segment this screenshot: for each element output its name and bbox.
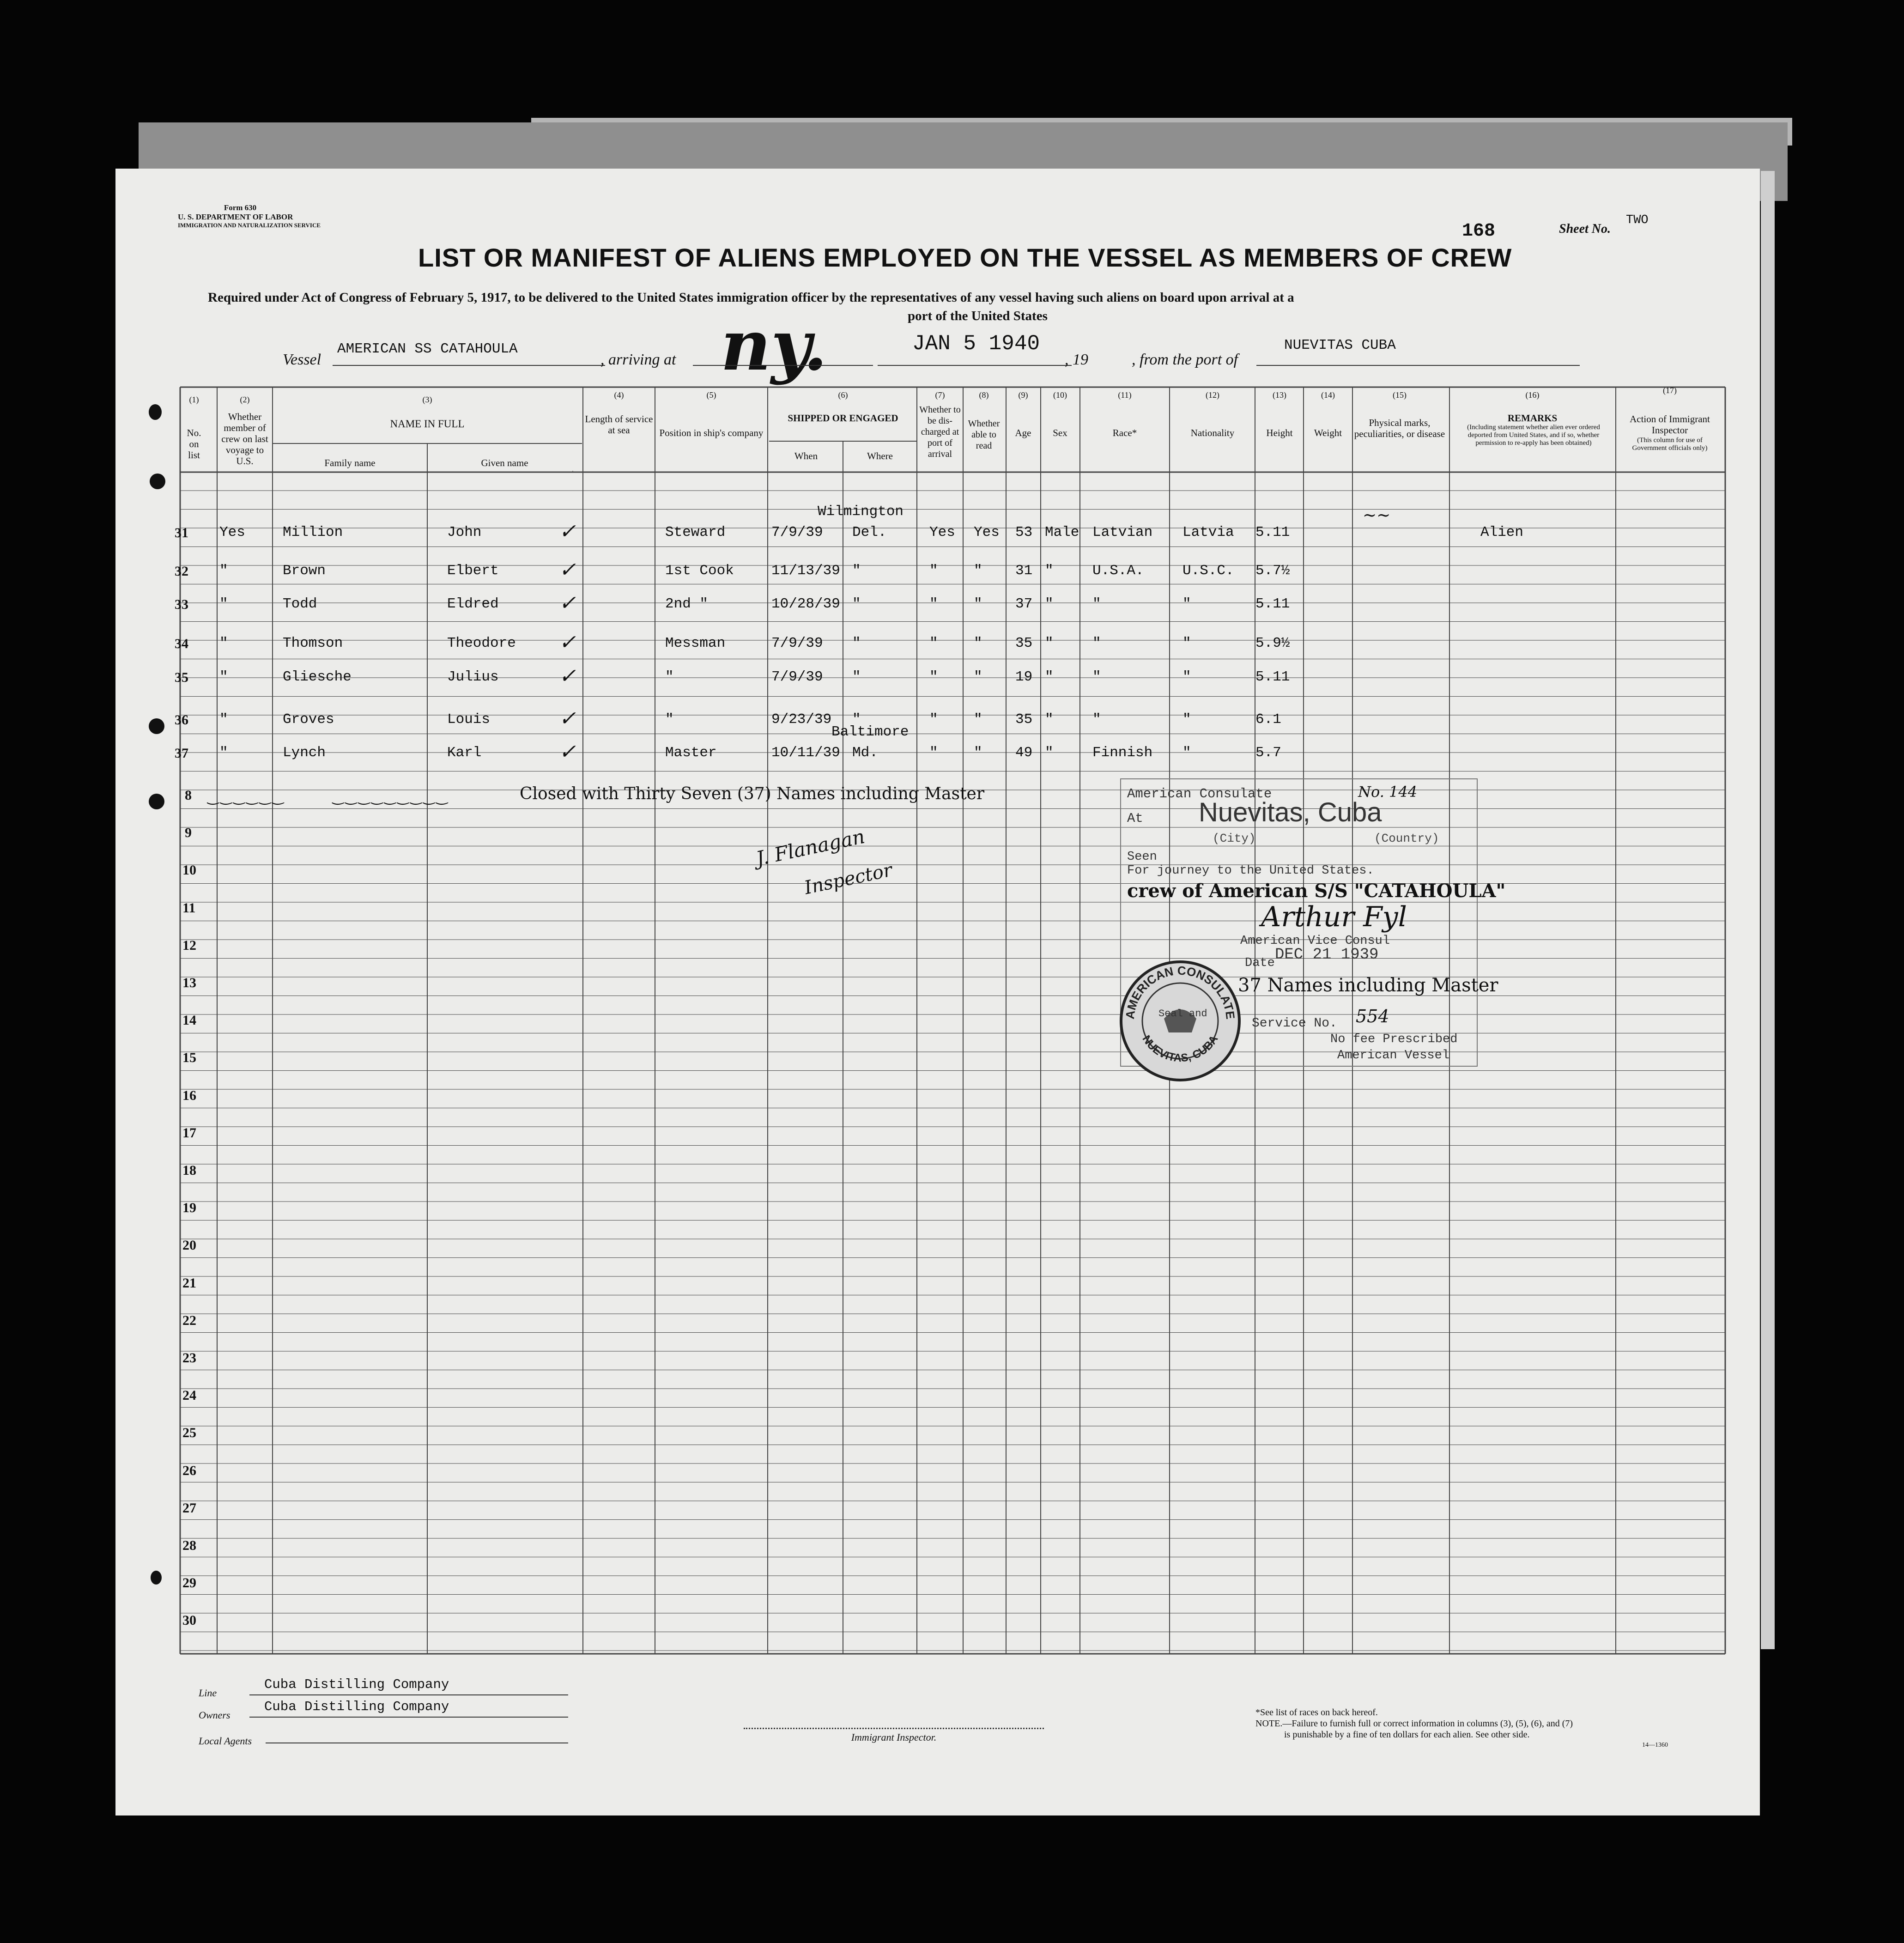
col-header-race: Race* <box>1112 427 1137 438</box>
crew-position: Master <box>665 745 717 761</box>
crew-position: 1st Cook <box>665 563 734 579</box>
crew-member: " <box>219 563 228 579</box>
crew-sex: " <box>1045 596 1054 612</box>
empty-row-number: 18 <box>182 1163 196 1178</box>
department: U. S. DEPARTMENT OF LABOR <box>178 213 293 221</box>
crew-height: 5.11 <box>1255 596 1290 612</box>
row-number: 35 <box>175 670 188 685</box>
crew-family: Lynch <box>283 745 326 761</box>
service-label: Service No. <box>1252 1016 1337 1031</box>
empty-row-number: 12 <box>182 937 196 953</box>
crew-where: Md. <box>852 745 878 761</box>
col-15-number: (15) <box>1393 390 1407 400</box>
seal-inner-text: Seal and <box>1158 1008 1207 1020</box>
crew-member: " <box>219 635 228 651</box>
crew-discharged: " <box>929 745 938 761</box>
checkmark-icon: ✓ <box>559 740 576 764</box>
crew-race: " <box>1092 711 1101 728</box>
empty-row-number: 23 <box>182 1350 196 1366</box>
crew-nationality: U.S.C. <box>1182 563 1234 579</box>
col-header-member: Whether member of crew on last voyage to U.S. <box>221 411 268 467</box>
crew-sex: Male <box>1045 524 1079 540</box>
crew-family: Groves <box>283 711 334 728</box>
col-14-number: (14) <box>1321 390 1335 400</box>
row-number: 33 <box>175 597 188 612</box>
crew-where-top: Wilmington <box>818 504 904 520</box>
empty-row-number: 30 <box>182 1613 196 1628</box>
empty-row-number: 24 <box>182 1388 196 1403</box>
crew-family: Brown <box>283 563 326 579</box>
crew-sex: " <box>1045 635 1054 651</box>
owners-label: Owners <box>199 1709 230 1721</box>
crew-read: " <box>974 711 982 728</box>
empty-row-number: 10 <box>182 862 196 878</box>
crew-discharged: " <box>929 563 938 579</box>
crew-read: " <box>974 596 982 612</box>
no-fee: No fee Prescribed <box>1330 1032 1458 1046</box>
crew-family: Todd <box>283 596 317 612</box>
american-vessel: American Vessel <box>1337 1049 1450 1063</box>
crew-member: " <box>219 669 228 685</box>
crew-when: 11/13/39 <box>771 563 840 579</box>
crew-position: " <box>665 711 674 728</box>
empty-row-number: 15 <box>182 1050 196 1066</box>
crew-family: Thomson <box>283 635 343 651</box>
empty-row-number: 9 <box>185 825 192 841</box>
date-label: Date <box>1245 956 1275 970</box>
crew-height: 6.1 <box>1255 711 1281 728</box>
crew-race: " <box>1092 596 1101 612</box>
col-header-height: Height <box>1266 427 1293 438</box>
row-number: 36 <box>175 712 188 728</box>
col-header-discharged: Whether to be dis-charged at port of arrival <box>919 405 961 459</box>
col-6-number: (6) <box>838 390 848 400</box>
crew-read: " <box>974 669 982 685</box>
col-4-number: (4) <box>614 390 624 400</box>
empty-row-number: 29 <box>182 1575 196 1591</box>
crew-sex: " <box>1045 563 1054 579</box>
checkmark-icon: ✓ <box>559 520 576 543</box>
row-number: 32 <box>175 564 188 579</box>
form-code: 14—1360 <box>1642 1742 1668 1749</box>
consulate-date: DEC 21 1939 <box>1275 946 1379 964</box>
form-number: Form 630 <box>224 203 257 212</box>
consulate-seen: Seen <box>1127 850 1157 864</box>
crew-when: 7/9/39 <box>771 669 823 685</box>
line-value: Cuba Distilling Company <box>264 1677 449 1692</box>
crew-race: Finnish <box>1092 745 1153 761</box>
empty-row-number: 28 <box>182 1538 196 1553</box>
consulate-number: No. 144 <box>1358 783 1418 801</box>
checkmark-icon: ✓ <box>559 664 576 688</box>
crew-read: Yes <box>974 524 1000 540</box>
col-16-number: (16) <box>1525 390 1540 400</box>
crew-where: Del. <box>852 524 887 540</box>
crew-where: " <box>852 635 861 651</box>
empty-row-number: 11 <box>182 900 196 916</box>
owners-rule <box>249 1717 568 1718</box>
seal-bottom-text: NUEVITAS, CUBA <box>1140 1033 1221 1065</box>
service: IMMIGRATION AND NATURALIZATION SERVICE <box>178 222 321 229</box>
crew-read: " <box>974 745 982 761</box>
col-header-able-to-read: Whether able to read <box>968 419 1000 451</box>
crew-when: 7/9/39 <box>771 524 823 540</box>
ditto-marks: ‿‿‿‿‿‿ ‿‿‿‿‿‿‿‿‿ <box>208 789 450 805</box>
crew-age: 53 <box>1015 524 1033 540</box>
crew-given: Eldred <box>447 596 499 612</box>
crew-when: 10/28/39 <box>771 596 840 612</box>
col-header-when: When <box>794 450 818 461</box>
crew-where: " <box>852 563 861 579</box>
crew-age: 31 <box>1015 563 1033 579</box>
crew-position: Messman <box>665 635 726 651</box>
crew-member: " <box>219 711 228 728</box>
consulate-journey: For journey to the United States. <box>1127 864 1374 878</box>
row-number: 37 <box>175 746 188 761</box>
col-header-family-name: Family name <box>324 457 376 468</box>
crew-discharged: " <box>929 596 938 612</box>
crew-race: Latvian <box>1092 524 1153 540</box>
crew-sex: " <box>1045 711 1054 728</box>
col-header-shipped-or-engaged: SHIPPED OR ENGAGED <box>788 413 898 424</box>
crew-nationality: " <box>1182 711 1191 728</box>
page-title: LIST OR MANIFEST OF ALIENS EMPLOYED ON THE VESSEL AS MEMBERS OF CREW <box>418 243 1512 272</box>
city-caption: (City) <box>1213 832 1256 845</box>
crew-height: 5.11 <box>1255 524 1290 540</box>
line-rule <box>249 1694 568 1695</box>
sheet-label: Sheet No. <box>1559 222 1611 236</box>
crew-where: " <box>852 596 861 612</box>
col-header-nationality: Nationality <box>1190 427 1235 438</box>
crew-member: Yes <box>219 524 245 540</box>
crew-discharged: Yes <box>929 524 955 540</box>
empty-row-number: 8 <box>185 788 192 803</box>
crew-where: " <box>852 669 861 685</box>
consulate-city: Nuevitas, Cuba <box>1199 797 1382 827</box>
checkmark-icon: ✓ <box>559 631 576 654</box>
col-3-number: (3) <box>422 395 432 404</box>
arrival-date-stamp: JAN 5 1940 <box>912 332 1040 356</box>
penalty-note-2: is punishable by a fine of ten dollars for each alien. See other side. <box>1284 1730 1530 1740</box>
service-number: 554 <box>1356 1006 1389 1026</box>
checkmark-icon: ✓ <box>559 558 576 582</box>
empty-row-number: 13 <box>182 975 196 990</box>
col-header-name-in-full: NAME IN FULL <box>390 418 465 430</box>
crew-race: " <box>1092 669 1101 685</box>
row-number: 31 <box>175 525 188 540</box>
from-port: NUEVITAS CUBA <box>1284 337 1396 353</box>
inspector-signature: J. Flanagan <box>754 825 867 870</box>
col-12-number: (12) <box>1206 390 1219 400</box>
crew-discharged: " <box>929 635 938 651</box>
closing-note: Closed with Thirty Seven (37) Names including Master <box>520 784 985 803</box>
col-header-weight: Weight <box>1314 427 1342 438</box>
crew-position: " <box>665 669 674 685</box>
penalty-note-1: NOTE.—Failure to furnish full or correct information in columns (3), (5), (6), and (7) <box>1255 1718 1573 1729</box>
crew-age: 49 <box>1015 745 1033 761</box>
consulate-seal <box>1118 959 1243 1083</box>
crew-position: Steward <box>665 524 726 540</box>
col-header-where: Where <box>867 450 893 461</box>
empty-row-number: 14 <box>182 1013 196 1028</box>
empty-row-number: 21 <box>182 1275 196 1291</box>
crew-given: Louis <box>447 711 491 728</box>
crew-where-top: Baltimore <box>831 724 909 740</box>
crew-race: " <box>1092 635 1101 651</box>
crew-height: 5.7 <box>1255 745 1281 761</box>
seal-ring-text: AMERICAN CONSULATE <box>1122 963 1238 1020</box>
consulate-names-count: 37 Names including Master <box>1238 975 1498 996</box>
col-11-number: (11) <box>1118 390 1132 400</box>
crew-member: " <box>219 745 228 761</box>
crew-where: " <box>852 711 861 728</box>
col-1-number: (1) <box>189 395 199 404</box>
col-10-number: (10) <box>1053 390 1067 400</box>
crew-sex: " <box>1045 745 1054 761</box>
arrival-port-handwritten: ny. <box>721 305 828 386</box>
physical-marks-scrawl: ~~ <box>1363 506 1391 525</box>
empty-row-number: 25 <box>182 1425 196 1441</box>
crew-member: " <box>219 596 228 612</box>
crew-age: 19 <box>1015 669 1033 685</box>
crew-age: 37 <box>1015 596 1033 612</box>
inspector-signature-line <box>744 1728 1044 1729</box>
empty-row-number: 27 <box>182 1500 196 1516</box>
empty-row-number: 26 <box>182 1463 196 1478</box>
crew-given: Elbert <box>447 563 499 579</box>
crew-given: Theodore <box>447 635 516 651</box>
crew-family: Million <box>283 524 343 540</box>
consulate-crew-of: crew of American S/S "CATAHOULA" <box>1127 880 1506 902</box>
crew-age: 35 <box>1015 711 1033 728</box>
crew-nationality: " <box>1182 596 1191 612</box>
crew-remarks: Alien <box>1480 524 1524 540</box>
row-number: 34 <box>175 636 188 651</box>
subtitle: Required under Act of Congress of February 5, 1917, to be delivered to the United States immigration officer by the representatives of any vessel having such aliens on board upon arrival at a <box>208 290 1294 305</box>
checkmark-icon: ✓ <box>559 591 576 615</box>
crew-height: 5.7½ <box>1255 563 1290 579</box>
owners-value: Cuba Distilling Company <box>264 1699 449 1714</box>
col-8-number: (8) <box>979 390 989 400</box>
col-header-given-name: Given name <box>481 457 528 468</box>
inspector-title: Inspector <box>802 859 894 899</box>
immigrant-inspector-label: Immigrant Inspector. <box>851 1731 937 1743</box>
col-7-number: (7) <box>935 390 945 400</box>
crew-nationality: " <box>1182 635 1191 651</box>
consulate-at-label: At <box>1127 811 1143 826</box>
col-header-sex: Sex <box>1053 427 1067 438</box>
consul-signature: Arthur Fyl <box>1261 901 1407 933</box>
empty-row-number: 19 <box>182 1200 196 1216</box>
col-13-number: (13) <box>1273 390 1286 400</box>
checkmark-icon: ✓ <box>559 707 576 730</box>
crew-read: " <box>974 563 982 579</box>
crew-when: 7/9/39 <box>771 635 823 651</box>
empty-row-number: 16 <box>182 1087 196 1103</box>
col-header-remarks-note: (Including statement whether alien ever ordered deported from United States, and if so, whether permission to re-apply has been obtained) <box>1467 424 1600 447</box>
crew-given: Julius <box>447 669 499 685</box>
col-header-age: Age <box>1015 427 1031 438</box>
subtitle-port: port of the United States <box>908 309 1048 323</box>
vessel-label: Vessel <box>283 351 321 368</box>
crew-discharged: " <box>929 711 938 728</box>
line-label: Line <box>199 1687 217 1699</box>
crew-nationality: Latvia <box>1182 524 1234 540</box>
crew-when: 9/23/39 <box>771 711 832 728</box>
col-header-no-on-list: No. on list <box>187 427 201 461</box>
arriving-label: , arriving at <box>600 351 676 368</box>
col-2-number: (2) <box>240 395 250 404</box>
races-note: *See list of races on back hereof. <box>1255 1707 1378 1718</box>
from-port-label: , from the port of <box>1132 351 1238 368</box>
crew-read: " <box>974 635 982 651</box>
crew-given: Karl <box>447 745 482 761</box>
page-number: 168 <box>1462 221 1496 242</box>
col-17-number: (17) <box>1663 386 1677 395</box>
col-5-number: (5) <box>706 390 716 400</box>
consulate-heading: American Consulate <box>1127 786 1272 801</box>
col-header-length-of-service: Length of service at sea <box>585 413 653 436</box>
year-label: , 19 <box>1065 351 1088 368</box>
col-header-position: Position in ship's company <box>659 427 764 438</box>
crew-nationality: " <box>1182 745 1191 761</box>
empty-row-number: 22 <box>182 1312 196 1328</box>
crew-height: 5.11 <box>1255 669 1290 685</box>
col-header-inspector-note: (This column for use of Government officials only) <box>1632 437 1708 452</box>
crew-sex: " <box>1045 669 1054 685</box>
consul-title: American Vice Consul <box>1240 934 1390 948</box>
vessel-name: AMERICAN SS CATAHOULA <box>337 341 518 357</box>
crew-age: 35 <box>1015 635 1033 651</box>
country-caption: (Country) <box>1374 832 1439 845</box>
col-9-number: (9) <box>1018 390 1028 400</box>
crew-race: U.S.A. <box>1092 563 1144 579</box>
crew-when: 10/11/39 <box>771 745 840 761</box>
local-agents-label: Local Agents <box>199 1735 252 1747</box>
col-header-physical-marks: Physical marks, peculiarities, or disease <box>1354 417 1445 439</box>
crew-height: 5.9½ <box>1255 635 1290 651</box>
empty-row-number: 20 <box>182 1238 196 1253</box>
crew-position: 2nd " <box>665 596 709 612</box>
sheet-number: TWO <box>1626 213 1649 227</box>
col-header-remarks: REMARKS <box>1507 413 1558 424</box>
crew-nationality: " <box>1182 669 1191 685</box>
col-header-inspector-action: Action of Immigrant Inspector <box>1630 413 1710 436</box>
crew-family: Gliesche <box>283 669 352 685</box>
crew-given: John <box>447 524 482 540</box>
crew-discharged: " <box>929 669 938 685</box>
empty-row-number: 17 <box>182 1125 196 1141</box>
